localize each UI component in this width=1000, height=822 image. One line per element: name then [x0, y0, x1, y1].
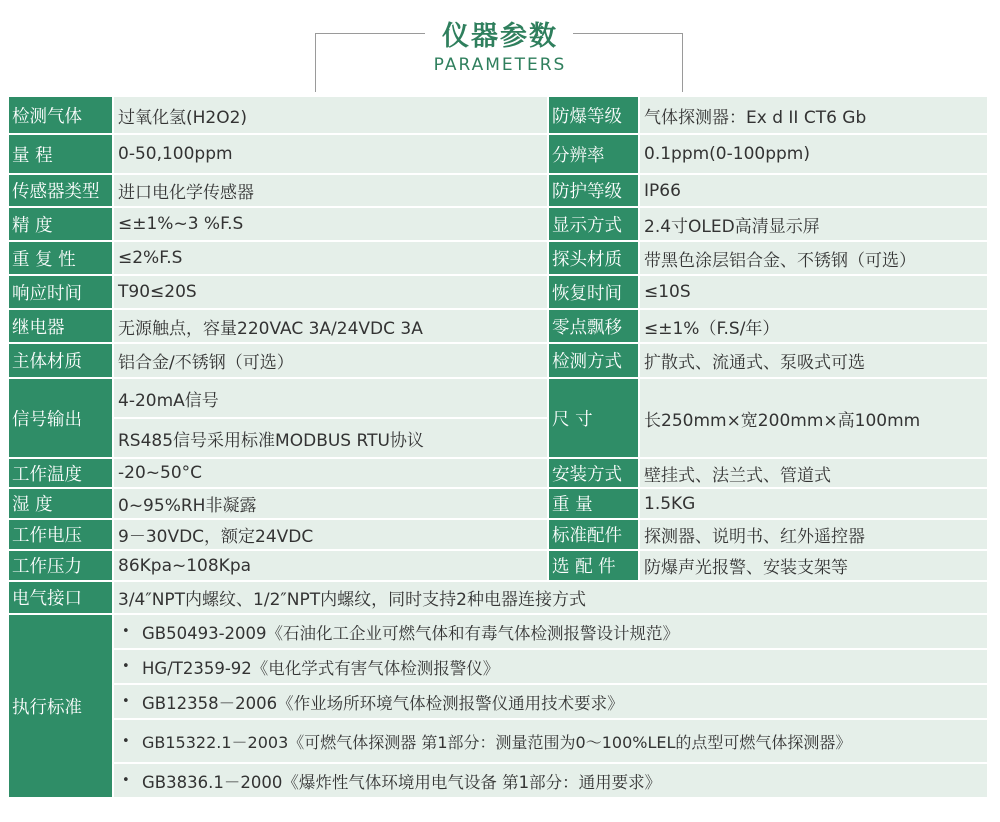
value-material: 铝合金/不锈钢（可选）: [114, 344, 547, 377]
value-install: 壁挂式、法兰式、管道式: [640, 459, 987, 487]
value-resolution: 0.1ppm(0-100ppm): [640, 135, 987, 173]
label-gas: 检测气体: [9, 97, 112, 133]
value-interface: 3/4″NPT内螺纹、1/2″NPT内螺纹，同时支持2种电器连接方式: [114, 582, 987, 613]
standard-item: • GB15322.1－2003《可燃气体探测器 第1部分：测量范围为0～100%LEL的点型可燃气体探测器》: [114, 720, 987, 762]
standard-item: • HG/T2359-92《电化学式有害气体检测报警仪》: [114, 650, 987, 683]
label-sensor: 传感器类型: [9, 175, 112, 206]
bullet-icon: •: [122, 659, 130, 674]
value-pressure: 86Kpa~108Kpa: [114, 551, 547, 580]
page-subtitle: PARAMETERS: [433, 55, 567, 75]
value-standard-accessories: 探测器、说明书、红外遥控器: [640, 520, 987, 549]
label-size: 尺 寸: [549, 379, 638, 457]
label-repeatability: 重 复 性: [9, 242, 112, 274]
label-install: 安装方式: [549, 459, 638, 487]
page-header: [0, 0, 1000, 92]
standard-item: • GB3836.1－2000《爆炸性气体环境用电气设备 第1部分：通用要求》: [114, 764, 987, 797]
label-interface: 电气接口: [9, 582, 112, 613]
value-explosion-proof: 气体探测器：Ex d II CT6 Gb: [640, 97, 987, 133]
value-sensor: 进口电化学传感器: [114, 175, 547, 206]
label-signal-output: 信号输出: [9, 379, 112, 457]
label-range: 量 程: [9, 135, 112, 173]
label-recovery-time: 恢复时间: [549, 276, 638, 308]
label-standards: 执行标准: [9, 615, 112, 797]
label-weight: 重 量: [549, 489, 638, 518]
label-optional-accessories: 选 配 件: [549, 551, 638, 580]
standard-item: • GB50493-2009《石油化工企业可燃气体和有毒气体检测报警设计规范》: [114, 615, 987, 648]
standard-item: • GB12358－2006《作业场所环境气体检测报警仪通用技术要求》: [114, 685, 987, 718]
value-repeatability: ≤2%F.S: [114, 242, 547, 274]
value-recovery-time: ≤10S: [640, 276, 987, 308]
label-resolution: 分辨率: [549, 135, 638, 173]
label-response-time: 响应时间: [9, 276, 112, 308]
value-optional-accessories: 防爆声光报警、安装支架等: [640, 551, 987, 580]
value-size: 长250mm×宽200mm×高100mm: [640, 379, 987, 457]
value-response-time: T90≤20S: [114, 276, 547, 308]
bullet-icon: •: [122, 694, 130, 709]
bullet-icon: •: [122, 733, 130, 749]
value-work-temp: -20~50°C: [114, 459, 547, 487]
page-title: 仪器参数: [442, 21, 558, 52]
label-accuracy: 精 度: [9, 208, 112, 240]
label-probe-material: 探头材质: [549, 242, 638, 274]
bullet-icon: •: [122, 624, 130, 639]
value-detect-method: 扩散式、流通式、泵吸式可选: [640, 344, 987, 377]
label-display: 显示方式: [549, 208, 638, 240]
value-accuracy: ≤±1%~3 %F.S: [114, 208, 547, 240]
label-work-temp: 工作温度: [9, 459, 112, 487]
value-voltage: 9－30VDC，额定24VDC: [114, 520, 547, 549]
label-explosion-proof: 防爆等级: [549, 97, 638, 133]
label-protection: 防护等级: [549, 175, 638, 206]
value-probe-material: 带黑色涂层铝合金、不锈钢（可选）: [640, 242, 987, 274]
value-protection: IP66: [640, 175, 987, 206]
label-standard-accessories: 标准配件: [549, 520, 638, 549]
label-relay: 继电器: [9, 310, 112, 342]
label-humidity: 湿 度: [9, 489, 112, 518]
label-pressure: 工作压力: [9, 551, 112, 580]
value-zero-drift: ≤±1%（F.S/年）: [640, 310, 987, 342]
parameters-table: [9, 97, 987, 797]
value-display: 2.4寸OLED高清显示屏: [640, 208, 987, 240]
value-weight: 1.5KG: [640, 489, 987, 518]
bullet-icon: •: [122, 773, 130, 788]
label-material: 主体材质: [9, 344, 112, 377]
value-signal-rs485: RS485信号采用标准MODBUS RTU协议: [114, 419, 547, 457]
value-signal-analog: 4-20mA信号: [114, 379, 547, 417]
value-humidity: 0~95%RH非凝露: [114, 489, 547, 518]
label-detect-method: 检测方式: [549, 344, 638, 377]
label-zero-drift: 零点飘移: [549, 310, 638, 342]
value-gas: 过氧化氢(H2O2): [114, 97, 547, 133]
label-voltage: 工作电压: [9, 520, 112, 549]
value-range: 0-50,100ppm: [114, 135, 547, 173]
value-relay: 无源触点，容量220VAC 3A/24VDC 3A: [114, 310, 547, 342]
